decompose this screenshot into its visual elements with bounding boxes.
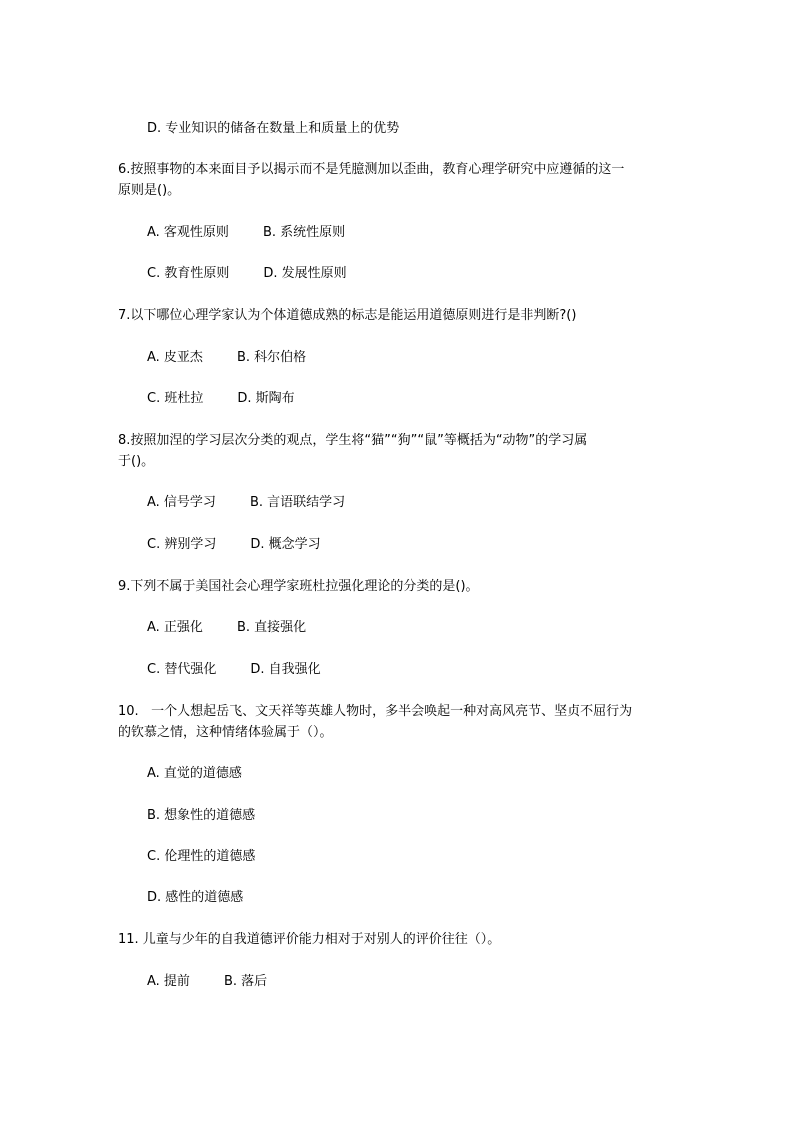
q9-options-cd: [147, 659, 321, 680]
q7-text-line1: 7.以下哪位心理学家认为个体道德成熟的标志是能运用道德原则进行是非判断?(): [118, 308, 577, 323]
q10-option-a: A. 直觉的道德感: [147, 766, 242, 781]
q7-option-b: B. 科尔伯格: [236, 350, 307, 365]
q10-text-line1: 10. 一个人想起岳飞、文天祥等英雄人物时，多半会唤起一种对高风亮节、坚贞不屈行为: [118, 704, 633, 719]
q6-text-line2: 原则是()。: [118, 183, 181, 198]
q11-options-ab: [147, 971, 267, 992]
q9-text-line1: 9.下列不属于美国社会心理学家班杜拉强化理论的分类的是()。: [118, 579, 479, 594]
q8-text-line2: 于()。: [118, 454, 155, 469]
q6-options-cd: [147, 263, 347, 284]
q9-option-b: B. 直接强化: [236, 620, 307, 635]
q6-text-line1: 6.按照事物的本来面目予以揭示而不是凭臆测加以歪曲，教育心理学研究中应遵循的这一: [118, 162, 625, 177]
q10-option-b: B. 想象性的道德感: [147, 808, 256, 823]
q7-option-d: D. 斯陶布: [237, 391, 295, 406]
q7-options-ab: [147, 347, 306, 368]
q8-option-d: D. 概念学习: [250, 537, 321, 552]
q11-option-b: B. 落后: [223, 974, 268, 989]
q8-option-c: C. 辨别学习: [147, 537, 217, 552]
q8-options-cd: [147, 534, 321, 555]
q8-option-b: B. 言语联结学习: [249, 495, 346, 510]
q9-options-ab: [147, 617, 306, 638]
q11-text-line1: 11. 儿童与少年的自我道德评价能力相对于对别人的评价往往（）。: [118, 932, 501, 947]
q6-option-b: B. 系统性原则: [262, 225, 346, 240]
q7-option-c: C. 班杜拉: [147, 391, 204, 406]
q8-options-ab: [147, 492, 345, 513]
q10-text-line2: 的钦慕之情，这种情绪体验属于（）。: [118, 725, 333, 740]
q6-option-a: A. 客观性原则: [147, 225, 229, 240]
q11-option-a: A. 提前: [147, 974, 190, 989]
q10-option-c: C. 伦理性的道德感: [147, 849, 256, 864]
q8-text-line1: 8.按照加涅的学习层次分类的观点，学生将“猫”“狗”“鼠”等概括为“动物”的学习属: [118, 433, 588, 448]
q7-option-a: A. 皮亚杰: [147, 350, 203, 365]
q8-option-a: A. 信号学习: [147, 495, 216, 510]
q6-option-c: C. 教育性原则: [147, 266, 230, 281]
q7-options-cd: [147, 388, 295, 409]
q9-option-d: D. 自我强化: [250, 662, 321, 677]
q5-option-d: D. 专业知识的储备在数量上和质量上的优势: [147, 121, 400, 136]
q6-option-d: D. 发展性原则: [263, 266, 347, 281]
q9-option-c: C. 替代强化: [147, 662, 217, 677]
q9-option-a: A. 正强化: [147, 620, 203, 635]
q6-options-ab: [147, 222, 345, 243]
q10-option-d: D. 感性的道德感: [147, 890, 244, 905]
